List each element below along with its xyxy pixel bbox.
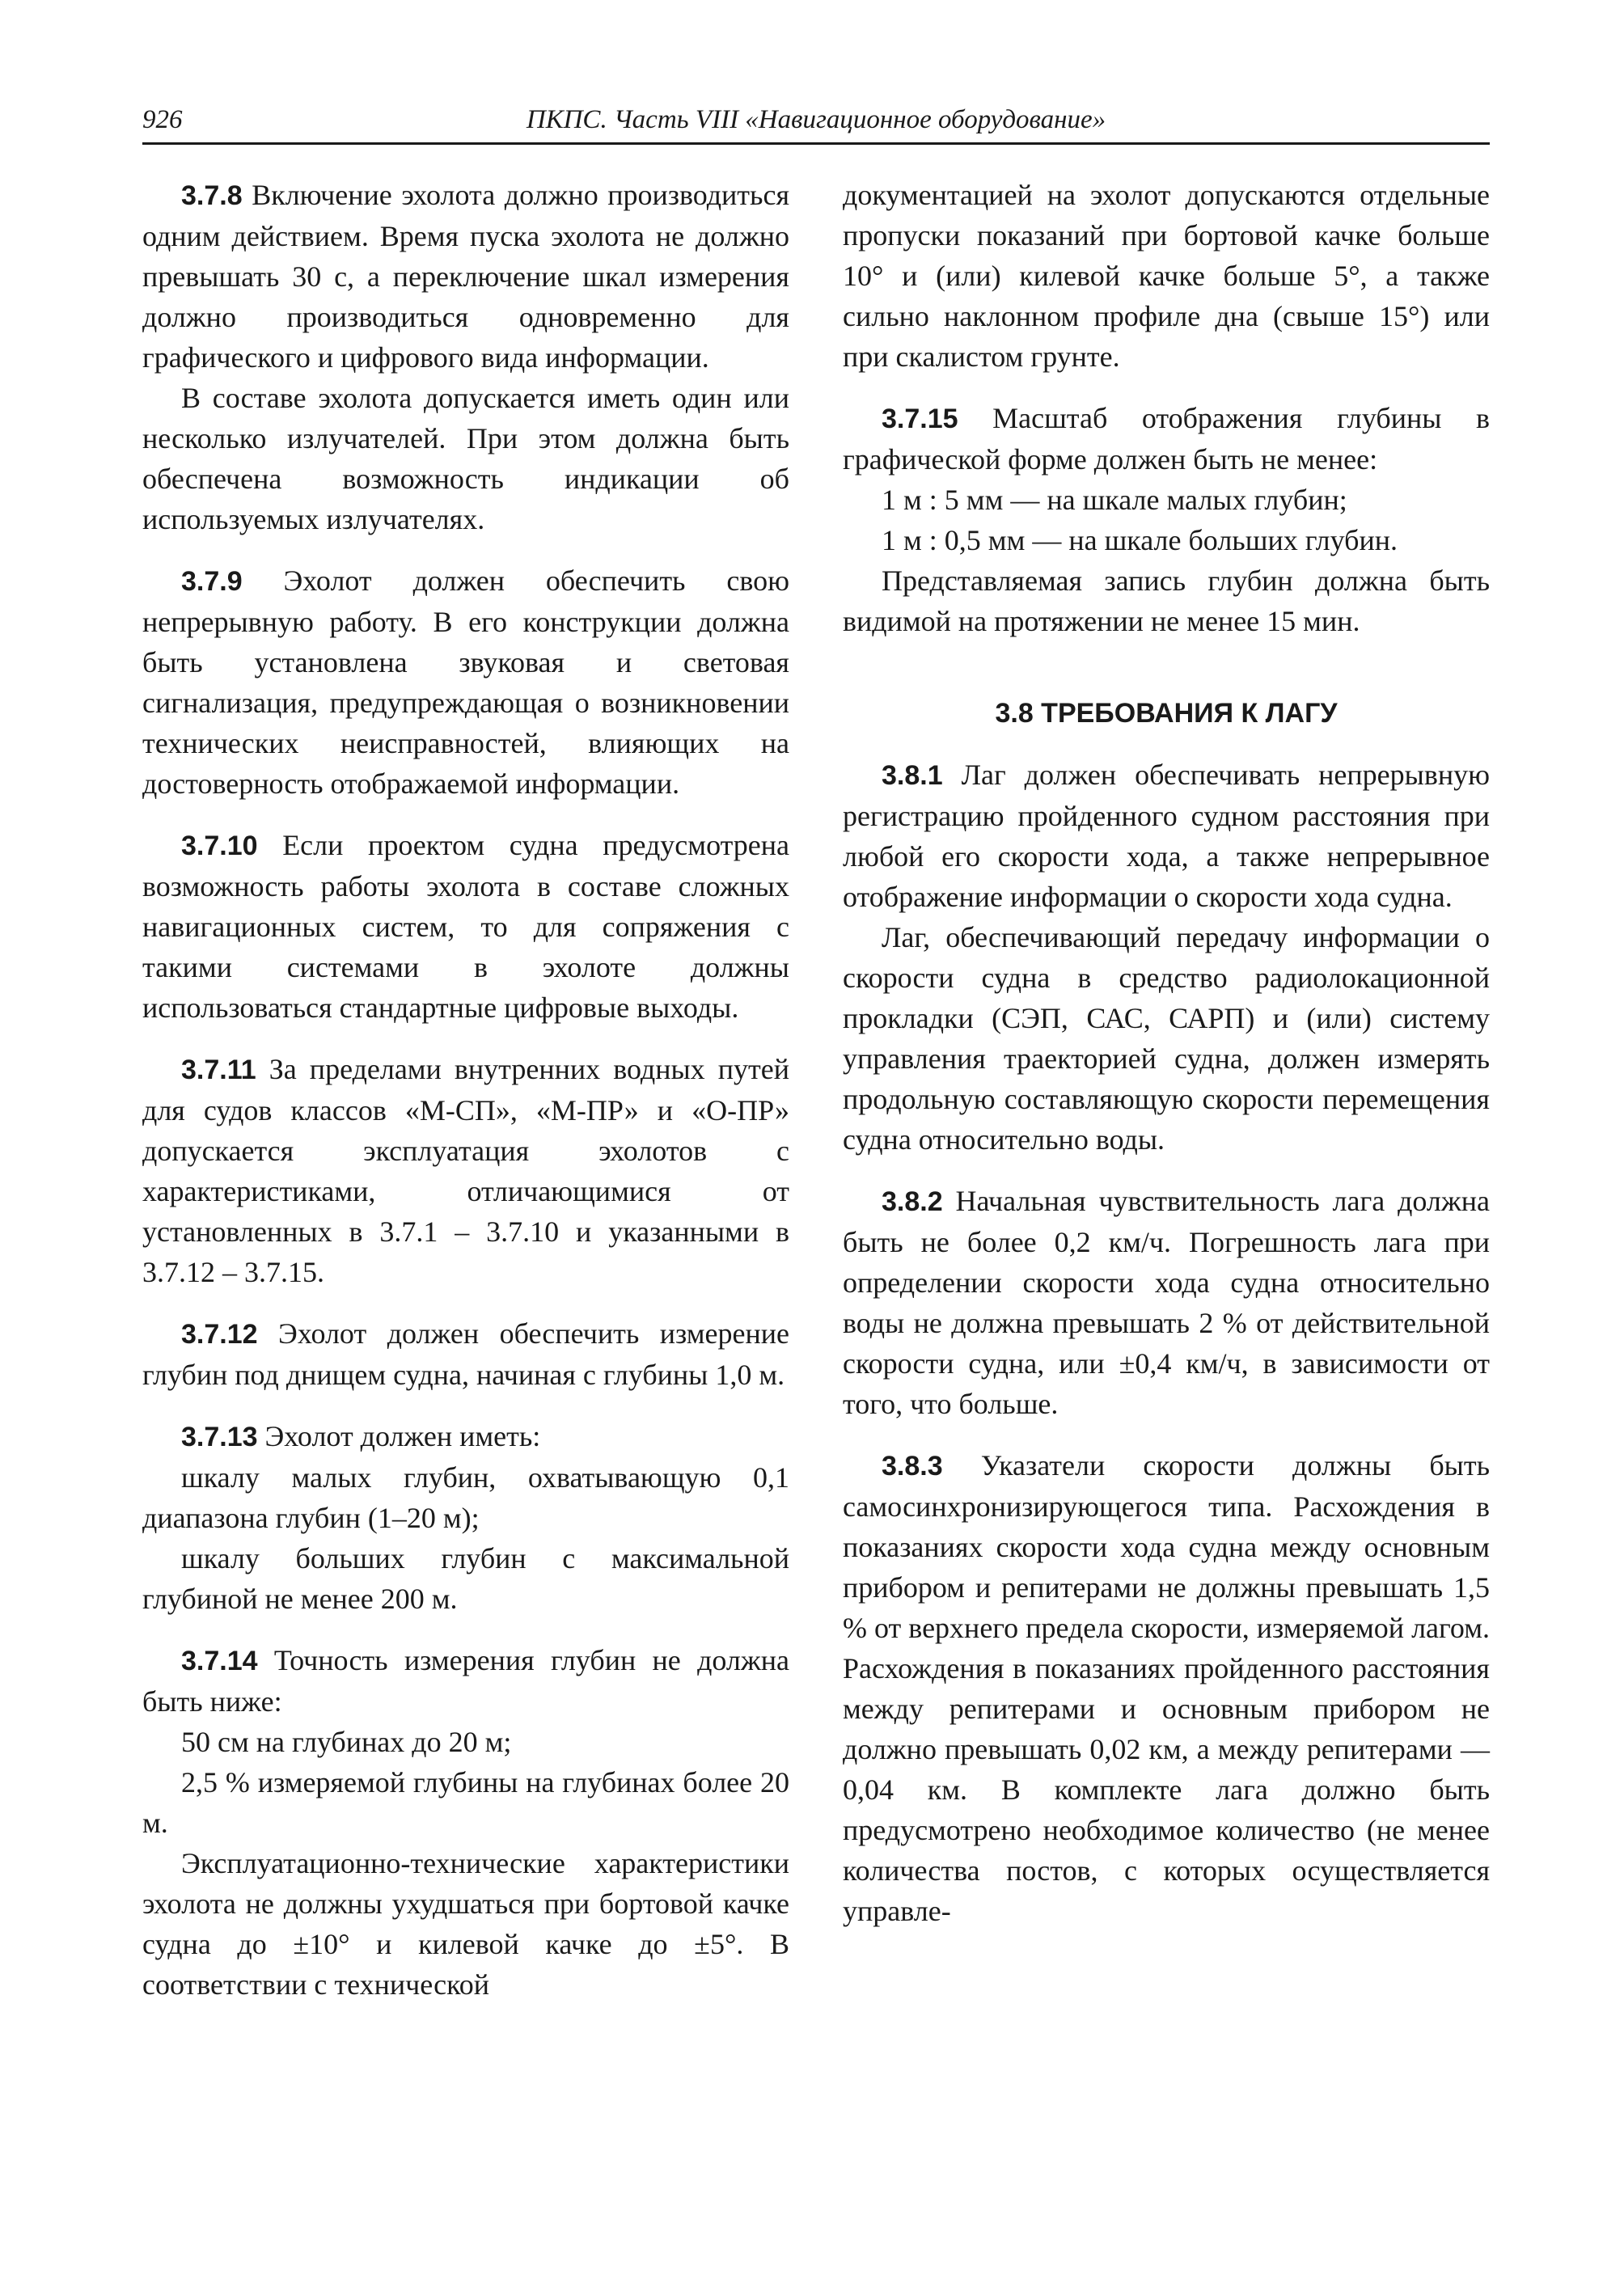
list-item: 50 см на глубинах до 20 м; (181, 1726, 512, 1758)
paragraph-3-8-1-cont: Лаг, обеспечивающий передачу информации о скорости судна в средство радиолокационной прокладки (СЭП, САС, САРП) и (или) систему управления траекторией судна, должен измерять продольную составляющую скорости перемещения судна относительно воды. (843, 921, 1490, 1156)
clause-text: Эхолот должен обеспечить свою непрерывную работу. В его конструкции должна быть установлена звуковая и световая сигнализация, предупреждающая о возникновении технических неисправностей, влияющих на достоверность отображаемой информации. (142, 564, 789, 800)
paragraph-3-7-15 (843, 398, 1490, 480)
list-item: 2,5 % измеряемой глубины на глубинах более 20 м. (142, 1766, 789, 1839)
clause-number: 3.7.9 (181, 566, 243, 597)
paragraph-3-7-14-cont: документацией на эхолот допускаются отдельные пропуски показаний при бортовой качке больше 10° и (или) килевой качке больше 5°, а также сильно наклонном профиле дна (свыше 15°) или при скалистом грунте. (843, 179, 1490, 373)
paragraph-3-8-2 (843, 1181, 1490, 1424)
clause-text: Если проектом судна предусмотрена возможность работы эхолота в составе сложных навигационных систем, то для сопряжения с такими системами в эхолоте должны использоваться стандартные цифровые выходы. (142, 829, 789, 1024)
paragraph-3-8-1 (843, 755, 1490, 917)
clause-number: 3.7.15 (882, 404, 958, 434)
running-title: ПКПС. Часть VIII «Навигационное оборудование» (526, 105, 1106, 134)
clause-text: Лаг должен обеспечивать непрерывную регистрацию пройденного судном расстояния при любой его скорости хода, а также непрерывное отображение информации о скорости хода судна. (843, 759, 1490, 913)
page-header (142, 104, 1490, 145)
clause-number: 3.7.13 (181, 1422, 258, 1452)
clause-text: Эхолот должен обеспечить измерение глубин под днищем судна, начиная с глубины 1,0 м. (142, 1317, 789, 1391)
clause-number: 3.7.8 (181, 180, 243, 211)
right-column (843, 175, 1490, 1931)
list-item: шкалу больших глубин с максимальной глубиной не менее 200 м. (142, 1542, 789, 1615)
clause-number: 3.7.10 (181, 831, 258, 861)
paragraph-3-7-8-cont: В составе эхолота допускается иметь один или несколько излучателей. При этом должна быть обеспечена возможность индикации об используемых излучателях. (142, 382, 789, 535)
paragraph-3-7-8 (142, 175, 789, 378)
paragraph-text: Представляемая запись глубин должна быть видимой на протяжении не менее 15 мин. (843, 564, 1490, 637)
clause-number: 3.7.12 (181, 1319, 258, 1350)
paragraph-3-7-12 (142, 1313, 789, 1395)
clause-number: 3.8.3 (882, 1451, 943, 1482)
paragraph-3-8-3 (843, 1445, 1490, 1931)
clause-number: 3.7.14 (181, 1646, 258, 1676)
clause-text: За пределами внутренних водных путей для судов классов «М-СП», «М-ПР» и «О-ПР» допускается эксплуатация эхолотов с характеристиками, отличающимися от установленных в 3.7.1 – 3.7.10 и указанными в 3.7.12 – 3.7.15. (142, 1053, 789, 1288)
section-heading: 3.8 ТРЕБОВАНИЯ К ЛАГУ (995, 698, 1338, 729)
paragraph-3-7-10 (142, 825, 789, 1028)
page-number: 926 (142, 105, 183, 134)
clause-text: Масштаб отображения глубины в графической форме должен быть не менее: (843, 402, 1490, 476)
clause-text: Эхолот должен иметь: (257, 1420, 541, 1452)
clause-text: Указатели скорости должны быть самосинхронизирующегося типа. Расхождения в показаниях скорости хода судна между основным прибором и репитерами не должны превышать 1,5 % от верхнего предела скорости, измеряемой лагом. Расхождения в показаниях пройденного расстояния между репитерами и основным прибором не должно превышать 0,02 км, а между репитерами — 0,04 км. В комплекте лага должно быть предусмотрено необходимое количество (не менее количества постов, с которых осуществляется управле- (843, 1449, 1490, 1927)
clause-text: Начальная чувствительность лага должна быть не более 0,2 км/ч. Погрешность лага при определении скорости хода судна относительно воды не должна превышать 2 % от действительной скорости судна, или ±0,4 км/ч, в зависимости от того, что больше. (843, 1185, 1490, 1420)
clause-number: 3.7.11 (181, 1055, 256, 1085)
list-item: 1 м : 0,5 мм — на шкале больших глубин. (882, 524, 1398, 556)
paragraph-3-7-9 (142, 560, 789, 804)
left-column (142, 175, 789, 2005)
clause-text: Точность измерения глубин не должна быть ниже: (142, 1644, 789, 1718)
paragraph-3-7-14 (142, 1640, 789, 1722)
paragraph-3-7-13 (142, 1416, 789, 1457)
paragraph-3-7-11 (142, 1049, 789, 1292)
list-item: шкалу малых глубин, охватывающую 0,1 диапазона глубин (1–20 м); (142, 1461, 789, 1534)
paragraph-text: Эксплуатационно-технические характеристики эхолота не должны ухудшаться при бортовой качке судна до ±10° и килевой качке до ±5°. В соответствии с технической (142, 1847, 789, 2001)
clause-number: 3.8.2 (882, 1186, 943, 1217)
list-item: 1 м : 5 мм — на шкале малых глубин; (882, 484, 1347, 516)
clause-number: 3.8.1 (882, 760, 943, 791)
clause-text: Включение эхолота должно производиться одним действием. Время пуска эхолота не должно превышать 30 с, а переключение шкал измерения должно производиться одновременно для графического и цифрового вида информации. (142, 179, 789, 374)
